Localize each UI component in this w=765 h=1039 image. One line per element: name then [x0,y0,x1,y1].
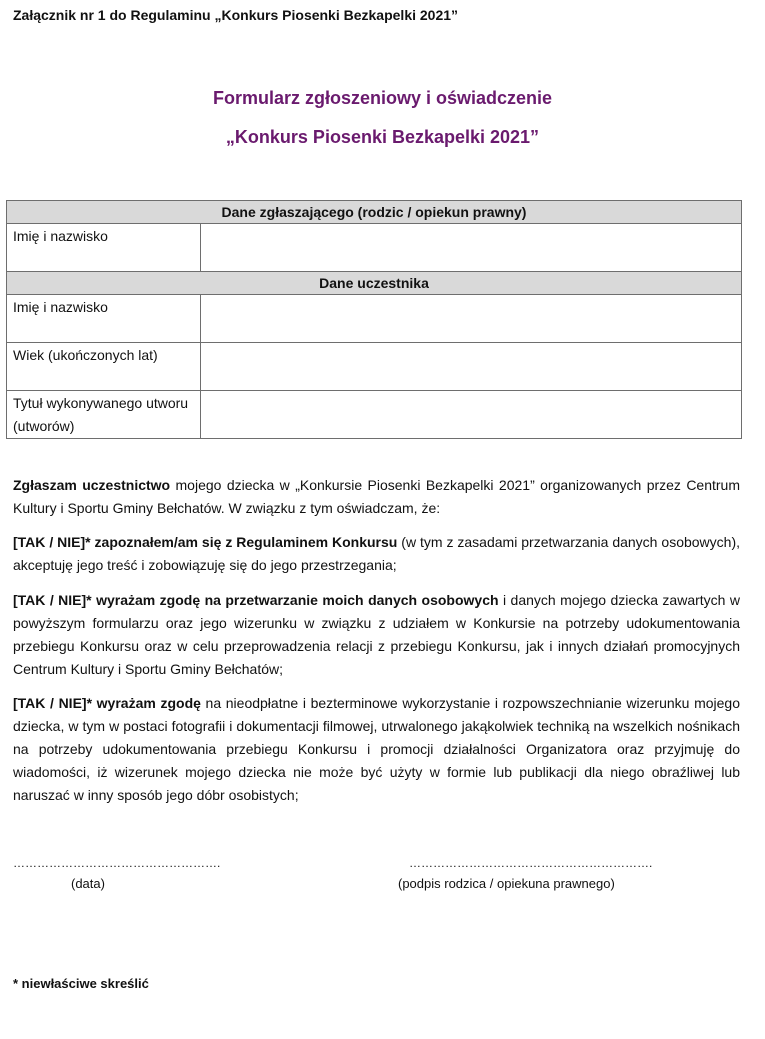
application-form-table [6,200,742,439]
footnote: * niewłaściwe skreślić [13,976,149,991]
guardian-name-label: Imię i nazwisko [7,224,201,272]
participant-age-label: Wiek (ukończonych lat) [7,343,201,391]
data-processing-consent-bold: [TAK / NIE]* wyrażam zgodę na przetwarzanie moich danych osobowych [13,592,499,608]
participant-name-field[interactable] [201,295,742,343]
date-signature-line: ……………………………………………. [13,856,221,870]
contest-title: „Konkurs Piosenki Bezkapelki 2021” [225,127,540,147]
regulations-consent-bold: [TAK / NIE]* zapoznałem/am się z Regulaminem Konkursu [13,534,398,550]
participation-bold: Zgłaszam uczestnictwo [13,477,171,493]
image-consent-paragraph [13,692,740,807]
image-consent-bold: [TAK / NIE]* wyrażam zgodę [13,695,201,711]
participant-age-field[interactable] [201,343,742,391]
guardian-signature-caption: (podpis rodzica / opiekuna prawnego) [398,876,615,891]
regulations-consent-paragraph [13,531,740,577]
data-processing-consent-text: i danych mojego dziecka zawartych w powyższym formularzu oraz jego wizerunku w związku z udziałem w Konkursie na potrzeby udokumentowania przebiegu Konkursu oraz w celu przeprowadzenia relacji z przebiegu Konkursu, jak i innych działań promocyjnych Centrum Kultury i Sportu Gminy Bełchatów; [13,592,741,677]
song-title-field[interactable] [201,391,742,439]
guardian-section-header: Dane zgłaszającego (rodzic / opiekun prawny) [7,201,742,224]
annex-header: Załącznik nr 1 do Regulaminu „Konkurs Piosenki Bezkapelki 2021” [13,7,459,23]
image-consent-text: na nieodpłatne i bezterminowe wykorzystanie i rozpowszechnianie wizerunku mojego dziecka, w tym w postaci fotografii i dokumentacji filmowej, utrwalonego jakąkolwiek techniką na wszelkich nośnikach na potrzeby udokumentowania przebiegu Konkursu i promocji działalności Organizatora oraz przyjmuję do wiadomości, iż wizerunek mojego dziecka nie może być użyty w formie lub publikacji dla niego obraźliwej lub naruszać w inny sposób jego dóbr osobistych; [13,695,740,803]
date-caption: (data) [71,876,105,891]
participant-name-label: Imię i nazwisko [7,295,201,343]
guardian-name-field[interactable] [201,224,742,272]
participation-paragraph [13,474,740,520]
song-title-label: Tytuł wykonywanego utworu (utworów) [7,391,201,439]
form-title: Formularz zgłoszeniowy i oświadczenie [212,88,553,108]
data-processing-consent-paragraph [13,589,740,681]
participation-text: mojego dziecka w „Konkursie Piosenki Bezkapelki 2021” organizowanych przez Centrum Kultury i Sportu Gminy Bełchatów. W związku z tym oświadczam, że: [13,477,741,516]
regulations-consent-text: (w tym z zasadami przetwarzania danych osobowych), akceptuję jego treść i zobowiązuję się do jego przestrzegania; [13,534,740,573]
guardian-signature-line: ……………………………………………………. [409,856,653,870]
participant-section-header: Dane uczestnika [7,272,742,295]
